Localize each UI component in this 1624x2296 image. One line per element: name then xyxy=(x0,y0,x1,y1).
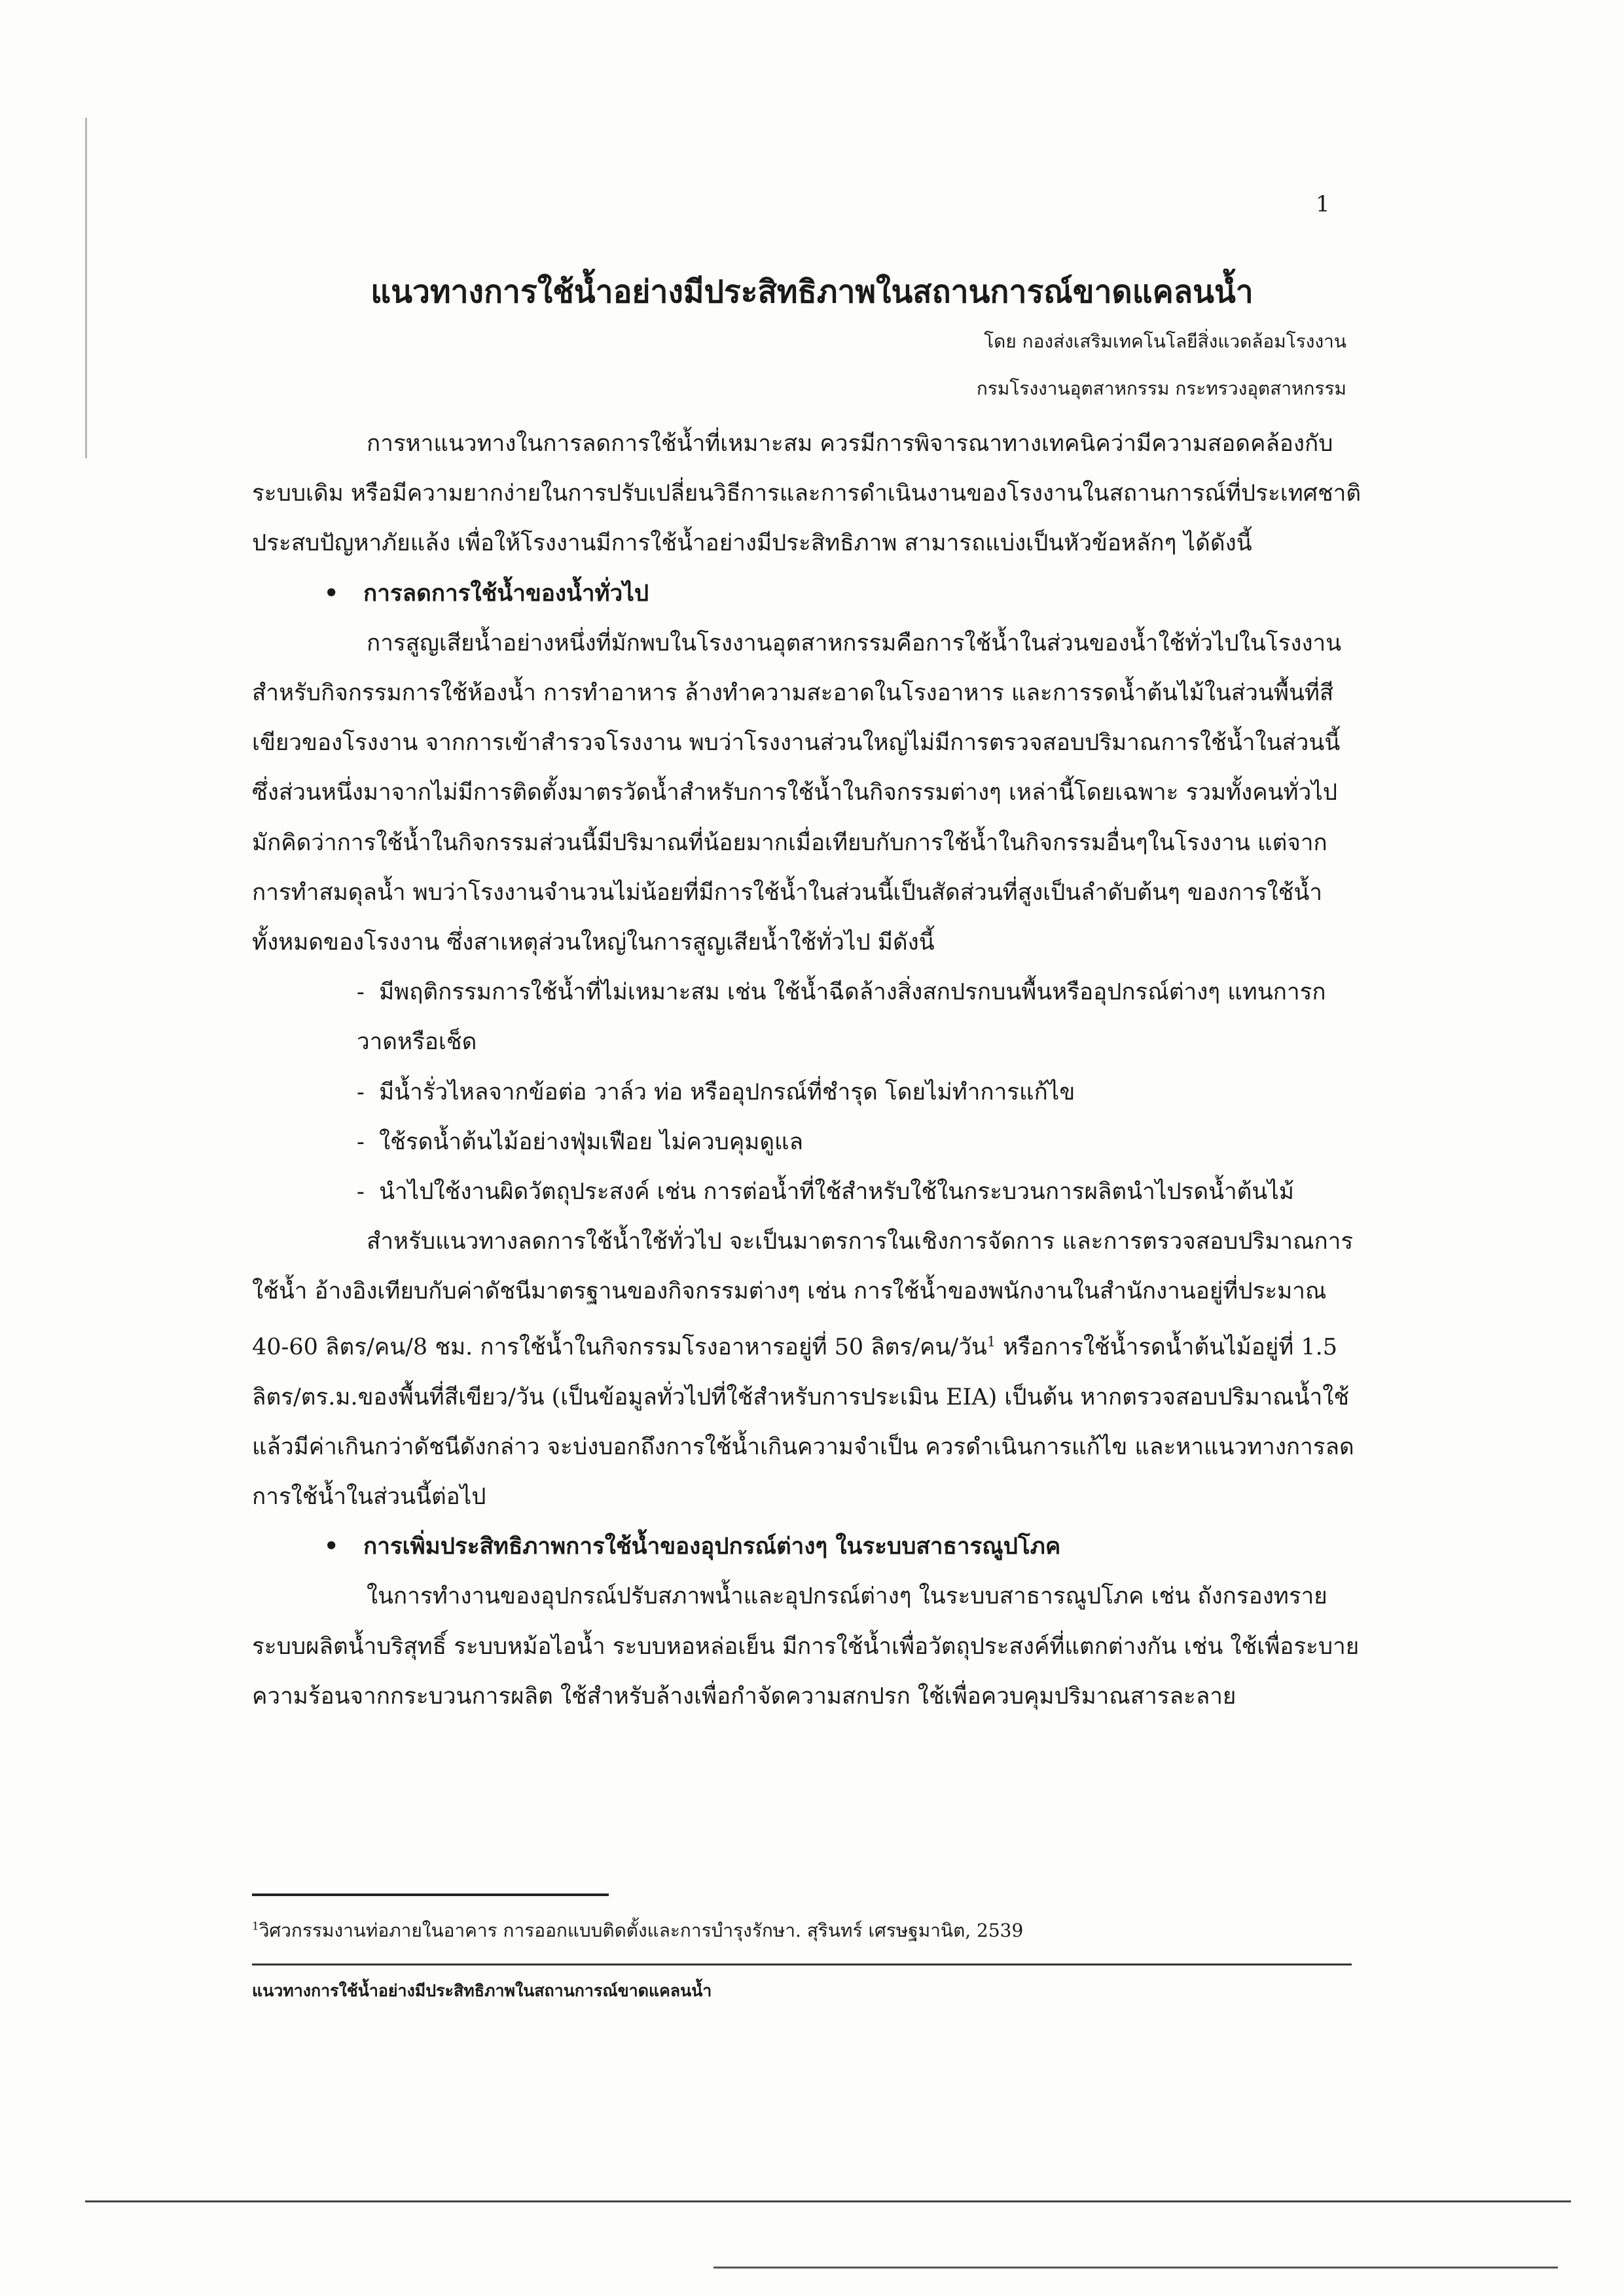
list-item-text: ใช้รดน้ำต้นไม้อย่างฟุ่มเฟือย ไม่ควบคุมดูแล xyxy=(379,1128,804,1155)
list-item-text: มีน้ำรั่วไหลจากข้อต่อ วาล์ว ท่อ หรืออุปกรณ์ที่ชำรุด โดยไม่ทำการแก้ไข xyxy=(379,1079,1075,1105)
byline-author: โดย กองส่งเสริมเทคโนโลยีสิ่งแวดล้อมโรงงาน xyxy=(984,331,1346,352)
list-item: - นำไปใช้งานผิดวัตถุประสงค์ เช่น การต่อน้ำที่ใช้สำหรับใช้ในกระบวนการผลิตนำไปรดน้ำต้นไม้ xyxy=(357,1179,1294,1206)
intro-paragraph: การหาแนวทางในการลดการใช้น้ำที่เหมาะสม ควรมีการพิจารณาทางเทคนิคว่ามีความสอดคล้องกับระบบเดิม หรือมีความยากง่ายในการปรับเปลี่ยนวิธีการและการดำเนินงานของโรงงานในสถานการณ์ที่ประเทศชาติประสบปัญหาภัยแล้ง เพื่อให้โรงงานมีการใช้น้ำอย่างมีประสิทธิภาพ สามารถแบ่งเป็นหัวข้อหลักๆ ได้ดังนี้ xyxy=(252,431,1362,557)
footnote-divider xyxy=(252,1893,609,1896)
bullet-icon: • xyxy=(324,579,339,607)
scan-bottom-line xyxy=(85,2200,1571,2202)
scan-bottom-line xyxy=(713,2267,1558,2269)
footnote-marker: 1 xyxy=(252,1919,259,1933)
section1-heading xyxy=(252,569,1365,619)
document-title: แนวทางการใช้น้ำอย่างมีประสิทธิภาพในสถานการณ์ขาดแคลนน้ำ xyxy=(370,274,1254,310)
footer-divider xyxy=(252,1964,1352,1965)
list-item: - มีพฤติกรรมการใช้น้ำที่ไม่เหมาะสม เช่น ใช้น้ำฉีดล้างสิ่งสกปรกบนพื้นหรืออุปกรณ์ต่างๆ แทนการกวาดหรือเช็ด xyxy=(357,979,1326,1056)
footnote-text: วิศวกรรมงานท่อภายในอาคาร การออกแบบติดตั้งและการบำรุงรักษา. สุรินทร์ เศรษฐมานิต, 2539 xyxy=(259,1920,1024,1941)
list-item: - ใช้รดน้ำต้นไม้อย่างฟุ่มเฟือย ไม่ควบคุมดูแล xyxy=(357,1128,804,1155)
list-item: - มีน้ำรั่วไหลจากข้อต่อ วาล์ว ท่อ หรืออุปกรณ์ที่ชำรุด โดยไม่ทำการแก้ไข xyxy=(357,1079,1075,1105)
list-item-text: มีพฤติกรรมการใช้น้ำที่ไม่เหมาะสม เช่น ใช้น้ำฉีดล้างสิ่งสกปรกบนพื้นหรืออุปกรณ์ต่างๆ แทนการกวาดหรือเช็ด xyxy=(357,979,1326,1056)
footnote xyxy=(252,1916,1023,1945)
section1-paragraph2 xyxy=(252,1217,1365,1522)
document-body xyxy=(252,419,1365,1721)
section1-paragraph2-part1: สำหรับแนวทางลดการใช้น้ำใช้ทั่วไป จะเป็นมาตรการในเชิงการจัดการ และการตรวจสอบปริมาณการใช้น้ำ อ้างอิงเทียบกับค่าดัชนีมาตรฐานของกิจกรรมต่างๆ เช่น การใช้น้ำของพนักงานในสำนักงานอยู่ที่ประมาณ 40-60 ลิตร/คน/8 ชม. การใช้น้ำในกิจกรรมโรงอาหารอยู่ที่ 50 ลิตร/คน/วัน xyxy=(252,1229,1354,1361)
bullet-icon: • xyxy=(324,1533,339,1560)
section1-paragraph1: การสูญเสียน้ำอย่างหนึ่งที่มักพบในโรงงานอุตสาหกรรมคือการใช้น้ำในส่วนของน้ำใช้ทั่วไปในโรงงานสำหรับกิจกรรมการใช้ห้องน้ำ การทำอาหาร ล้างทำความสะอาดในโรงอาหาร และการรดน้ำต้นไม้ในส่วนพื้นที่สีเขียวของโรงงาน จากการเข้าสำรวจโรงงาน พบว่าโรงงานส่วนใหญ่ไม่มีการตรวจสอบปริมาณการใช้น้ำในส่วนนี้ ซึ่งส่วนหนึ่งมาจากไม่มีการติดตั้งมาตรวัดน้ำสำหรับการใช้น้ำในกิจกรรมต่างๆ เหล่านี้โดยเฉพาะ รวมทั้งคนทั่วไปมักคิดว่าการใช้น้ำในกิจกรรมส่วนนี้มีปริมาณที่น้อยมากเมื่อเทียบกับการใช้น้ำในกิจกรรมอื่นๆในโรงงาน แต่จากการทำสมดุลน้ำ พบว่าโรงงานจำนวนไม่น้อยที่มีการใช้น้ำในส่วนนี้เป็นสัดส่วนที่สูงเป็นลำดับต้นๆ ของการใช้น้ำทั้งหมดของโรงงาน ซึ่งสาเหตุส่วนใหญ่ในการสูญเสียน้ำใช้ทั่วไป มีดังนี้ xyxy=(252,630,1342,956)
page-footer: แนวทางการใช้น้ำอย่างมีประสิทธิภาพในสถานการณ์ขาดแคลนน้ำ xyxy=(252,1981,712,2000)
section1-paragraph2-part2: หรือการใช้น้ำรดน้ำต้นไม้อยู่ที่ 1.5 ลิตร/ตร.ม.ของพื้นที่สีเขียว/วัน (เป็นข้อมูลทั่วไปที่ใช้สำหรับการประเมิน EIA) เป็นต้น หากตรวจสอบปริมาณน้ำใช้แล้วมีค่าเกินกว่าดัชนีดังกล่าว จะบ่งบอกถึงการใช้น้ำเกินความจำเป็น ควรดำเนินการแก้ไข และหาแนวทางการลดการใช้น้ำในส่วนนี้ต่อไป xyxy=(252,1334,1354,1510)
footnote-ref: 1 xyxy=(986,1333,996,1350)
section1-heading-text: การลดการใช้น้ำของน้ำทั่วไป xyxy=(363,579,649,607)
section2-paragraph1: ในการทำงานของอุปกรณ์ปรับสภาพน้ำและอุปกรณ์ต่างๆ ในระบบสาธารณูปโภค เช่น ถังกรองทราย ระบบผลิตน้ำบริสุทธิ์ ระบบหม้อไอน้ำ ระบบหอหล่อเย็น มีการใช้น้ำเพื่อวัตถุประสงค์ที่แตกต่างกัน เช่น ใช้เพื่อระบายความร้อนจากกระบวนการผลิต ใช้สำหรับล้างเพื่อกำจัดความสกปรก ใช้เพื่อควบคุมปริมาณสารละลาย xyxy=(252,1583,1360,1710)
list-item-text: นำไปใช้งานผิดวัตถุประสงค์ เช่น การต่อน้ำที่ใช้สำหรับใช้ในกระบวนการผลิตนำไปรดน้ำต้นไม้ xyxy=(379,1179,1294,1206)
byline-organization: กรมโรงงานอุตสาหกรรม กระทรวงอุตสาหกรรม xyxy=(976,378,1346,399)
section2-heading xyxy=(252,1522,1365,1571)
section2-heading-text: การเพิ่มประสิทธิภาพการใช้น้ำของอุปกรณ์ต่างๆ ในระบบสาธารณูปโภค xyxy=(363,1533,1061,1560)
page-number: 1 xyxy=(1316,191,1330,217)
